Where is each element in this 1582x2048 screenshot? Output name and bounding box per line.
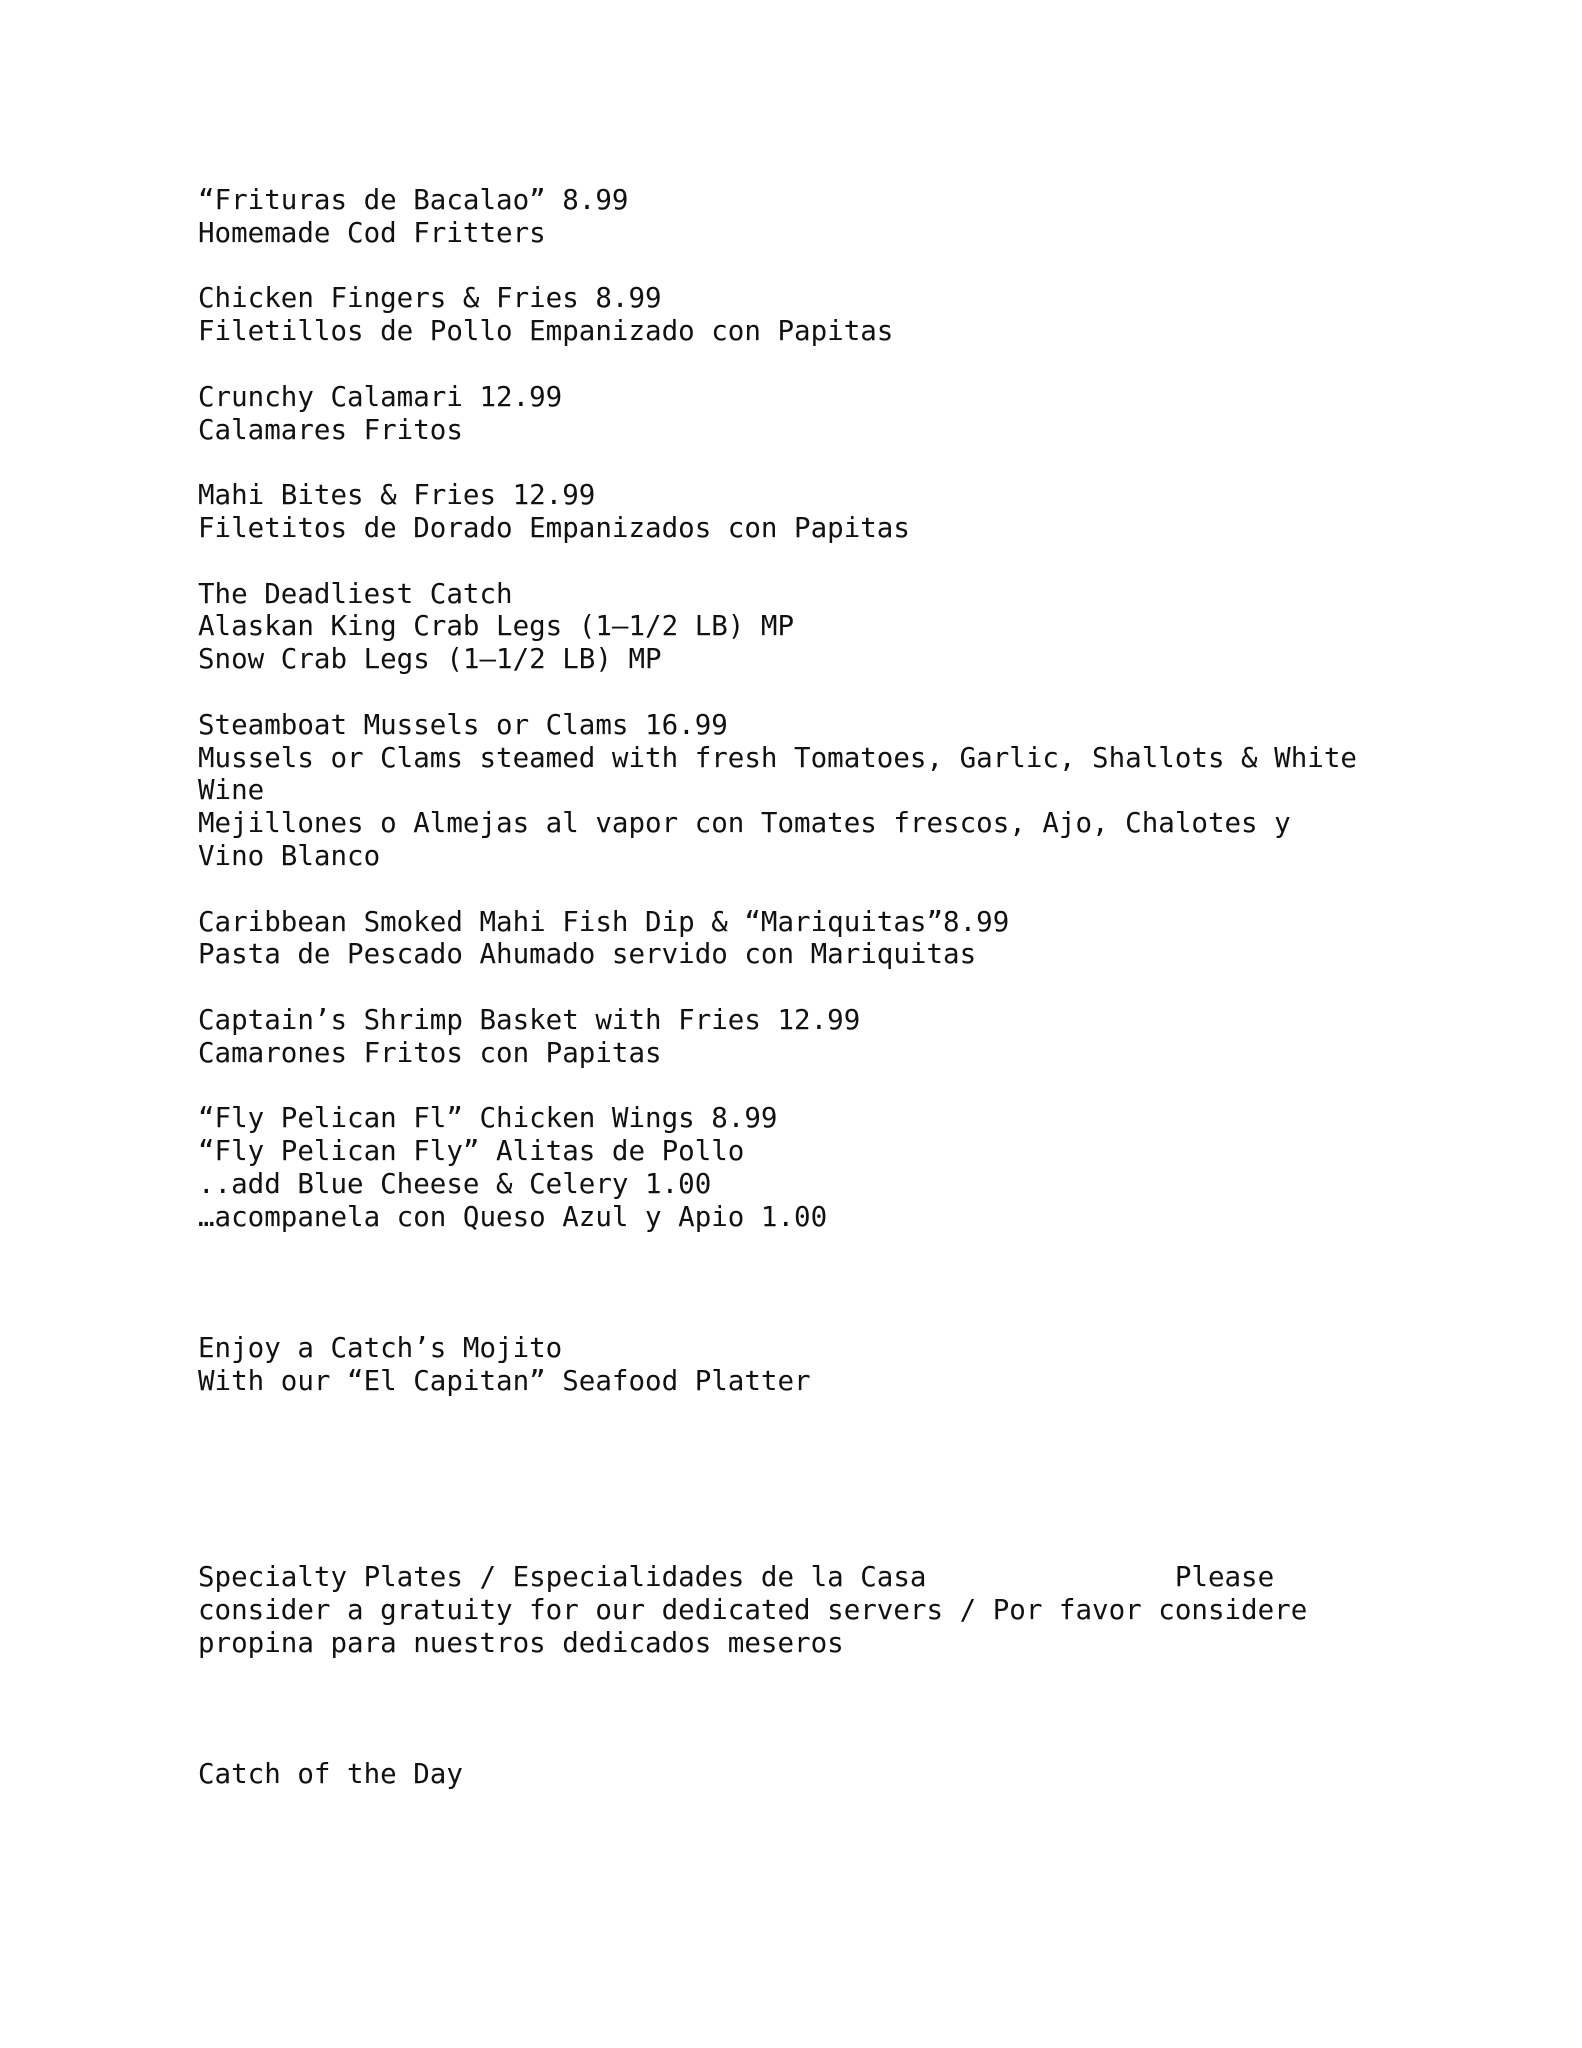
item-title: “Frituras de Bacalao” 8.99 [198, 184, 629, 216]
item-description-spanish: Vino Blanco [198, 839, 381, 872]
item-description-spanish: Mejillones o Almejas al vapor con Tomates frescos, Ajo, Chalotes y [198, 807, 1291, 840]
item-option-snow-crab: Snow Crab Legs (1–1/2 LB) MP [198, 643, 662, 676]
section-heading: Catch of the Day [198, 1758, 463, 1791]
item-description: Camarones Fritos con Papitas [198, 1036, 662, 1069]
menu-item-fish-dip [198, 906, 1428, 972]
item-description: Mussels or Clams steamed with fresh Tomatoes, Garlic, Shallots & White [198, 741, 1357, 774]
item-description: “Fly Pelican Fly” Alitas de Pollo [198, 1135, 745, 1168]
item-option-king-crab: Alaskan King Crab Legs (1–1/2 LB) MP [198, 610, 795, 643]
menu-item-mahi-bites [198, 479, 1428, 545]
item-title: Chicken Fingers & Fries 8.99 [198, 282, 662, 315]
item-description: Wine [198, 774, 265, 807]
item-title: Mahi Bites & Fries 12.99 [198, 479, 596, 512]
item-addon-spanish: …acompanela con Queso Azul y Apio 1.00 [198, 1200, 828, 1233]
gratuity-note: propina para nuestros dedicados meseros [198, 1627, 844, 1660]
specialty-plates-note [198, 1561, 1428, 1659]
item-description: Filetillos de Pollo Empanizado con Papitas [198, 315, 894, 348]
menu-item-deadliest-catch [198, 578, 1428, 676]
promo-line: With our “El Capitan” Seafood Platter [198, 1364, 811, 1397]
item-title: Captain’s Shrimp Basket with Fries 12.99 [198, 1003, 861, 1036]
promo-line: Enjoy a Catch’s Mojito [198, 1331, 563, 1364]
menu-page [198, 184, 1428, 1791]
item-addon: ..add Blue Cheese & Celery 1.00 [198, 1167, 712, 1200]
promo-mojito [198, 1332, 1428, 1398]
menu-item-steamboat-mussels [198, 709, 1428, 873]
item-description: Homemade Cod Fritters [198, 216, 546, 249]
item-description: Pasta de Pescado Ahumado servido con Mariquitas [198, 938, 977, 971]
item-title: Caribbean Smoked Mahi Fish Dip & “Mariquitas”8.99 [198, 905, 1010, 938]
menu-item-shrimp-basket [198, 1004, 1428, 1070]
item-description: Filetitos de Dorado Empanizados con Papitas [198, 511, 910, 544]
menu-item-calamari [198, 381, 1428, 447]
menu-item-chicken-wings [198, 1102, 1428, 1233]
item-title: “Fly Pelican Fl” Chicken Wings 8.99 [198, 1102, 778, 1135]
catch-of-the-day [198, 1758, 1428, 1791]
item-title: Steamboat Mussels or Clams 16.99 [198, 708, 728, 741]
menu-item-chicken-fingers [198, 282, 1428, 348]
item-title: The Deadliest Catch [198, 577, 513, 610]
item-description: Calamares Fritos [198, 413, 463, 446]
item-title: Crunchy Calamari 12.99 [198, 380, 563, 413]
specialty-heading: Specialty Plates / Especialidades de la Casa Please [198, 1561, 1275, 1594]
gratuity-note: consider a gratuity for our dedicated servers / Por favor considere [198, 1594, 1308, 1627]
menu-item-cod-fritters [198, 184, 1428, 250]
